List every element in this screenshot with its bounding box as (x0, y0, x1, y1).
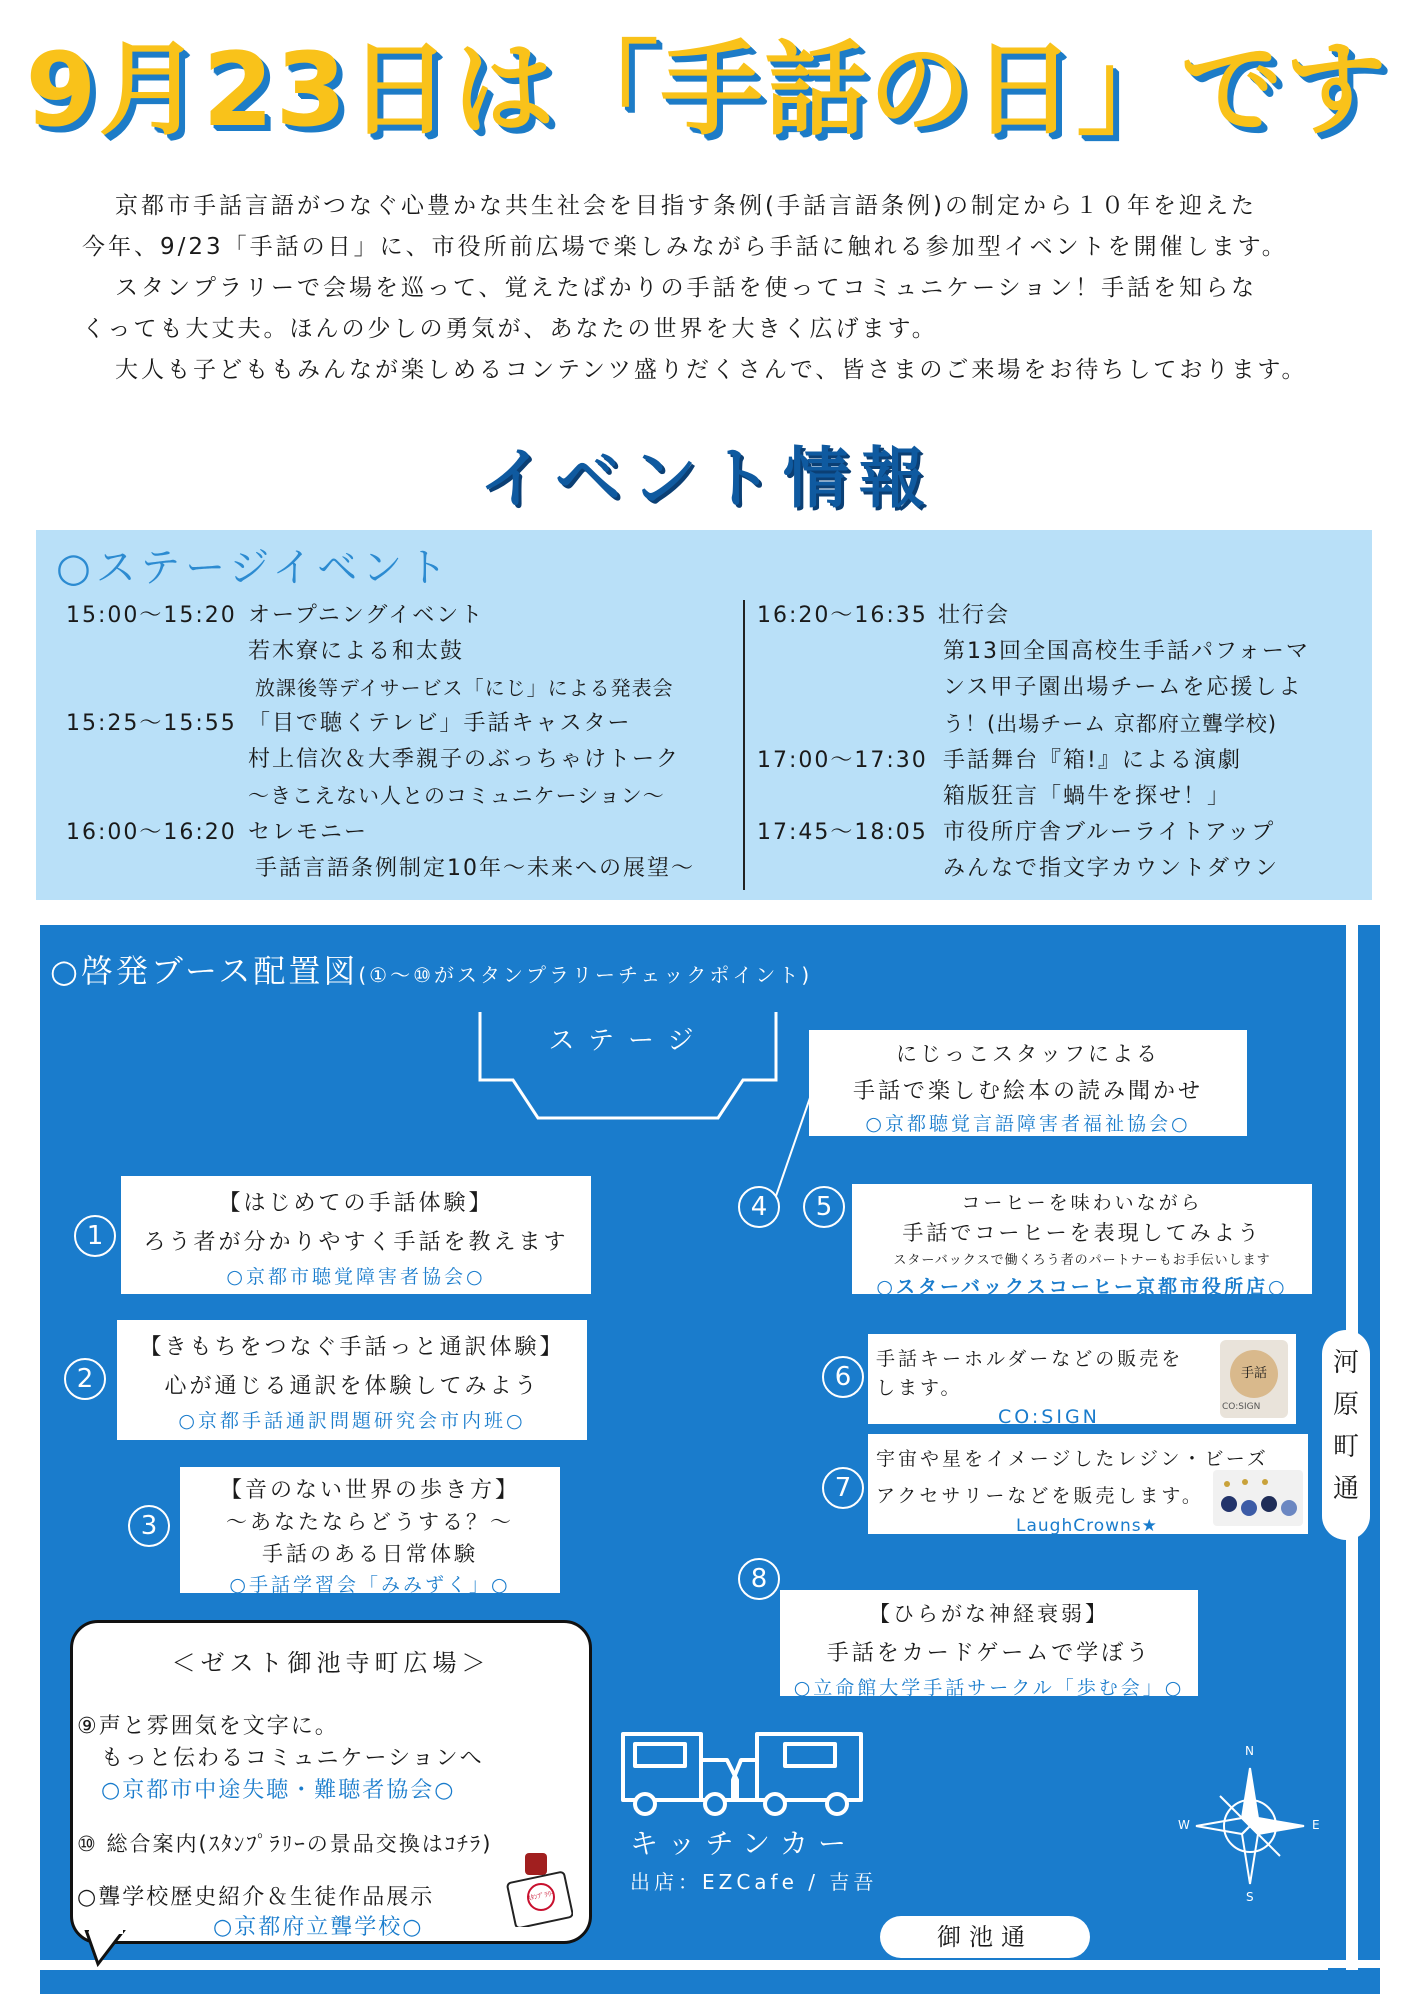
kitchen-car-shops: 出店：EZCafe / 吉吾 (630, 1870, 878, 1894)
street-label-oike: 御池通 (880, 1916, 1090, 1958)
event-line: セレモニー (248, 820, 369, 845)
zest-item-school: ○聾学校歴史紹介＆生徒作品展示 (77, 1885, 435, 1910)
booth-map-title-text: ○啓発ブース配置図 (50, 952, 359, 990)
booth-map-title (50, 946, 812, 992)
page-title: 9月23日は「手話の日」です (25, 31, 1389, 150)
event-time: 17:00～17:30 (757, 748, 928, 773)
compass-w: W (1178, 1818, 1190, 1832)
zest-title: ＜ゼスト御池寺町広場＞ (171, 1649, 491, 1677)
booth-desc: 心が通じる通訳を体験してみよう (164, 1374, 540, 1399)
booth-desc: 手話で楽しむ絵本の読み聞かせ (852, 1079, 1203, 1104)
street-char: 町 (1332, 1432, 1359, 1462)
booth-org: ○スターバックスコーヒー京都市役所店○ (876, 1276, 1288, 1298)
booth-org: ○立命館大学手話サークル「歩む会」○ (793, 1677, 1185, 1699)
event-line: 手話舞台『箱!』による演劇 (943, 748, 1242, 773)
booth-3 (180, 1467, 560, 1596)
street-line (40, 1960, 1380, 1968)
event-line: 箱版狂言「蝸牛を探せ！」 (943, 784, 1232, 809)
booth-title: 宇宙や星をイメージしたレジン・ビーズ (876, 1448, 1269, 1470)
street-char: 通 (1332, 1474, 1359, 1504)
booth-title: 【きもちをつなぐ手話っと通訳体験】 (139, 1335, 565, 1360)
keychain-text: 手話 (1230, 1350, 1278, 1398)
street-char: 河 (1332, 1348, 1359, 1378)
booth-desc: ～あなたならどうする？～ (226, 1510, 514, 1534)
zest-item-10: ⑩ 総合案内(ｽﾀﾝﾌﾟﾗﾘｰの景品交換はｺﾁﾗ) (77, 1832, 493, 1856)
intro-text (82, 186, 1345, 391)
street-label-kawaramachi (1322, 1330, 1370, 1540)
stamp-number-8: 8 (738, 1558, 780, 1600)
compass-n: N (1245, 1744, 1254, 1758)
event-line: 第13回全国高校生手話パフォーマ (943, 639, 1310, 664)
zest-plaza-box (70, 1620, 592, 1944)
stamp-number-3: 3 (128, 1505, 170, 1547)
stamp-number-1: 1 (74, 1215, 116, 1257)
booth-1 (121, 1176, 591, 1294)
event-line: オープニングイベント (248, 603, 485, 628)
intro-line: スタンプラリーで会場を巡って、覚えたばかりの手話を使ってコミュニケーション！手話を知らな (115, 275, 1258, 301)
bubble-tail (84, 1930, 134, 1968)
intro-line: 京都市手話言語がつなぐ心豊かな共生社会を目指す条例(手話言語条例)の制定から１０年を迎えた (115, 193, 1257, 219)
event-line: 村上信次＆大季親子のぶっちゃけトーク (248, 747, 681, 772)
intro-line: くっても大丈夫。ほんの少しの勇気が、あなたの世界を大きく広げます。 (82, 316, 938, 342)
booth-desc: アクセサリーなどを販売します。 (876, 1485, 1204, 1507)
event-line: 放課後等デイサービス「にじ」による発表会 (255, 676, 674, 700)
booth-title: 【音のない世界の歩き方】 (219, 1478, 520, 1503)
compass-s: S (1246, 1890, 1254, 1904)
booth-desc: 手話でコーヒーを表現してみよう (902, 1221, 1262, 1245)
booth-note: スターバックスで働くろう者のパートナーもお手伝いします (893, 1253, 1271, 1268)
booth-8 (780, 1590, 1198, 1699)
accessory-image (1213, 1470, 1303, 1526)
event-line: 「目で聴くテレビ」手話キャスター (248, 711, 632, 736)
event-time: 15:25～15:55 (66, 711, 237, 736)
booth-desc: ろう者が分かりやすく手話を教えます (143, 1230, 569, 1255)
event-time: 16:00～16:20 (66, 820, 237, 845)
booth-org: ○京都聴覚言語障害者福祉協会○ (865, 1113, 1191, 1135)
stage-label: ステージ (548, 1026, 708, 1056)
event-time: 15:00～15:20 (66, 603, 237, 628)
stamp-number-5: 5 (803, 1186, 845, 1228)
booth-org: ○手話学習会「みみずく」○ (229, 1574, 511, 1596)
booth-7 (868, 1434, 1308, 1534)
intro-line: 今年、9/23「手話の日」に、市役所前広場で楽しみながら手話に触れる参加型イベントを開催します。 (82, 234, 1288, 260)
event-line: 若木寮による和太鼓 (248, 639, 465, 664)
keychain-logo: CO:SIGN (1222, 1402, 1261, 1412)
stage-events-title: ○ステージイベント (56, 545, 453, 591)
event-line: ～きこえない人とのコミュニケーション～ (248, 784, 665, 808)
stamp-number-7: 7 (822, 1467, 864, 1509)
event-line: 壮行会 (938, 603, 1011, 628)
kitchen-car-label: キッチンカー (630, 1827, 857, 1860)
compass-icon (1178, 1744, 1320, 1904)
booth-title: 【ひらがな神経衰弱】 (869, 1602, 1109, 1626)
booth-desc: 手話をカードゲームで学ぼう (826, 1641, 1152, 1666)
event-line: みんなで指文字カウントダウン (943, 856, 1280, 881)
stamp-number-2: 2 (64, 1358, 106, 1400)
event-line: 市役所庁舎ブルーライトアップ (943, 820, 1276, 845)
stamp-text: ｽﾀﾝﾌﾟﾗﾘｰ (526, 1889, 556, 1903)
booth-org: LaughCrowns★ (1016, 1516, 1158, 1536)
zest-item-9-org: ○京都市中途失聴・難聴者協会○ (101, 1778, 456, 1803)
booth-desc: 手話のある日常体験 (262, 1542, 478, 1566)
event-time: 16:20～16:35 (757, 603, 928, 628)
booth-4 (809, 1030, 1247, 1136)
street-char: 原 (1332, 1390, 1359, 1420)
column-divider (743, 600, 745, 890)
stamp-number-4: 4 (738, 1186, 780, 1228)
booth-title: 手話キーホルダーなどの販売を (876, 1348, 1184, 1370)
stamp-number-6: 6 (822, 1356, 864, 1398)
kitchen-car-icon (615, 1720, 875, 1820)
event-heading: イベント情報 (479, 440, 935, 517)
zest-item-9: ⑨声と雰囲気を文字に。 (77, 1714, 339, 1739)
event-line: 手話言語条例制定10年～未来への展望～ (255, 856, 695, 881)
booth-2 (117, 1320, 587, 1440)
booth-title: にじっこスタッフによる (896, 1042, 1160, 1066)
keychain-image (1220, 1340, 1288, 1418)
zest-item-9-desc: もっと伝わるコミュニケーションへ (101, 1746, 484, 1771)
booth-org: CO:SIGN (998, 1406, 1100, 1428)
booth-title: コーヒーを味わいながら (961, 1192, 1203, 1214)
booth-title: 【はじめての手話体験】 (218, 1191, 494, 1216)
booth-desc: します。 (876, 1377, 963, 1399)
street-stripe (40, 1970, 1380, 1994)
event-time: 17:45～18:05 (757, 820, 928, 845)
zest-item-school-org: ○京都府立聾学校○ (213, 1915, 424, 1940)
booth-5 (852, 1184, 1312, 1298)
booth-org: ○京都手話通訳問題研究会市内班○ (178, 1410, 526, 1432)
booth-org: ○京都市聴覚障害者協会○ (226, 1266, 486, 1288)
intro-line: 大人も子どももみんなが楽しめるコンテンツ盛りだくさんで、皆さまのご来場をお待ちしております。 (115, 357, 1308, 383)
booth-map-subtitle: (①～⑩がスタンプラリーチェックポイント) (358, 963, 813, 987)
booth-6 (868, 1334, 1296, 1428)
stamp-book-icon (503, 1851, 573, 1927)
event-line: ンス甲子園出場チームを応援しよ (943, 675, 1303, 700)
event-line: う！(出場チーム 京都府立聾学校) (943, 712, 1278, 736)
compass-e: E (1312, 1818, 1320, 1832)
